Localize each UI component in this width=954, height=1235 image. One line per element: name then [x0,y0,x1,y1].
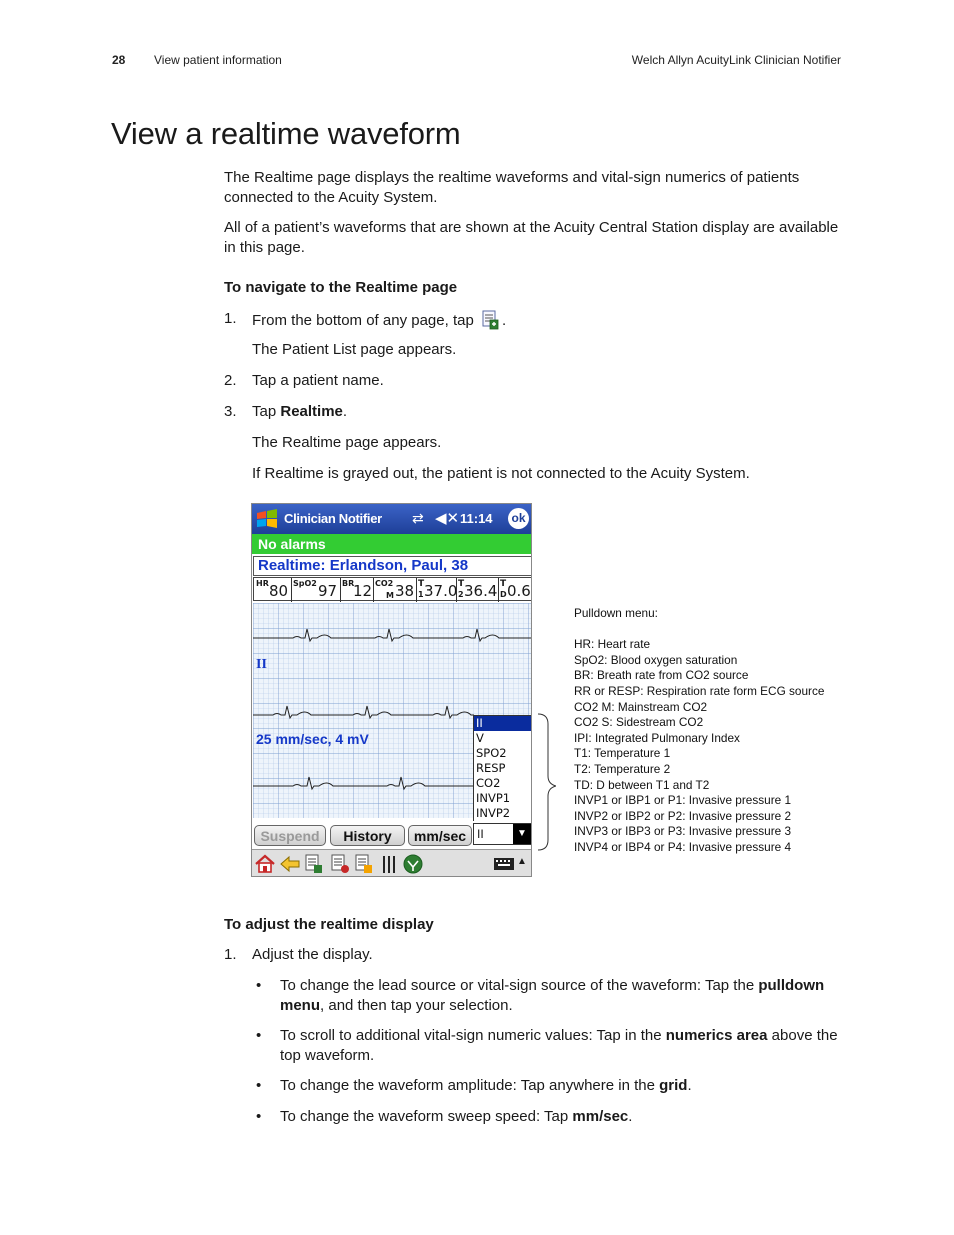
hr-value: 80 [269,582,289,600]
home-icon[interactable] [254,853,276,875]
pulldown-item[interactable]: INVP1 [476,791,511,805]
pulldown-menu-list[interactable] [473,715,532,823]
step-text: From the bottom of any page, tap . [252,309,506,331]
pulldown-value: II [477,827,484,841]
t1-sub: 1 [418,590,424,599]
co2-sub: M [386,591,394,600]
patient-list-icon[interactable] [304,853,324,875]
callout-item: TD: D between T1 and T2 [574,777,710,792]
history-button[interactable]: History [330,825,405,846]
patient-line: Realtime: Erlandson, Paul, 38 [258,557,469,574]
t1-label: T [418,579,425,589]
back-icon[interactable] [279,855,301,873]
navigate-step-1-result: The Patient List page appears. [252,341,457,358]
adjust-bullet-3 [224,1076,844,1096]
alarm-status-text: No alarms [258,536,326,552]
adjust-heading: To adjust the realtime display [224,916,434,933]
navigate-step-1 [224,309,844,331]
step-text: Tap Realtime. [252,403,348,420]
ok-button[interactable]: ok [508,508,529,529]
event-list-icon[interactable] [354,853,374,875]
t2-label: T [458,579,465,589]
bullet-text: To scroll to additional vital-sign numeric values: Tap in the numerics area above the top waveform. [280,1027,838,1064]
keyboard-icon[interactable] [493,856,515,872]
t2-value: 36.4 [464,582,498,600]
callout-bracket [536,712,556,852]
callout-item: IPI: Integrated Pulmonary Index [574,730,740,745]
hr-label: HR [256,579,269,588]
network-icon[interactable] [402,853,424,875]
waveform-bars-icon[interactable] [380,853,402,875]
adjust-bullet-1 [224,976,844,1016]
alarm-status-bar [252,534,532,554]
co2-label: CO2 [375,579,394,588]
navigate-step-2 [224,371,844,391]
alarm-list-icon[interactable] [330,853,350,875]
step-number: 1. [224,310,237,327]
spo2-label: SpO2 [293,579,317,588]
navigate-heading: To navigate to the Realtime page [224,279,458,296]
pulldown-item[interactable]: V [476,731,484,745]
callout-item: T1: Temperature 1 [574,746,671,761]
td-label: T [500,579,507,589]
callout-heading: Pulldown menu: [574,606,658,620]
callout-item: INVP4 or IBP4 or P4: Invasive pressure 4 [574,839,792,854]
realtime-screenshot [251,503,532,877]
chevron-down-icon[interactable]: ▼ [513,824,531,844]
t1-value: 37.0 [424,582,458,600]
patient-list-icon [480,309,500,331]
callout-item: CO2 S: Sidestream CO2 [574,715,704,730]
callout-item: INVP3 or IBP3 or P3: Invasive pressure 3 [574,824,792,839]
step-number: 3. [224,403,237,420]
section-name: View patient information [154,53,282,67]
step-text: Tap a patient name. [252,372,384,389]
callout-item: BR: Breath rate from CO2 source [574,668,749,683]
speed-button[interactable]: mm/sec [408,825,472,846]
callout-item: INVP1 or IBP1 or P1: Invasive pressure 1 [574,793,792,808]
bullet: • [256,1077,262,1094]
page-number: 28 [112,53,126,67]
connectivity-icon[interactable]: ⇄ [412,510,424,526]
chevron-up-icon[interactable]: ▲ [517,856,527,867]
step-number: 2. [224,372,237,389]
bullet-text: To change the waveform amplitude: Tap anywhere in the grid. [280,1077,692,1094]
step-text: Adjust the display. [252,946,373,963]
bullet-text: To change the lead source or vital-sign source of the waveform: Tap the pulldown menu, and then tap your selection. [280,977,825,1014]
callout-item: HR: Heart rate [574,637,651,652]
pulldown-item[interactable]: RESP [476,761,506,775]
callout-item: INVP2 or IBP2 or P2: Invasive pressure 2 [574,808,792,823]
patient-header [253,556,532,576]
callout-item: CO2 M: Mainstream CO2 [574,699,708,714]
numerics-area[interactable] [253,577,532,601]
br-label: BR [342,579,355,588]
pulldown-item[interactable]: CO2 [476,776,501,790]
lead-label[interactable]: II [256,657,267,672]
callout-item: RR or RESP: Respiration rate form ECG source [574,683,825,698]
pulldown-item[interactable]: INVP2 [476,806,511,820]
page-title: View a realtime waveform [111,116,461,151]
td-sub: D [500,590,507,599]
step-number: 1. [224,946,237,963]
pulldown-menu[interactable] [473,823,532,845]
bullet: • [256,977,262,994]
clock-time[interactable]: 11:14 [460,511,493,526]
bullet-text: To change the waveform sweep speed: Tap mm/sec. [280,1108,633,1125]
callout-item: T2: Temperature 2 [574,761,671,776]
adjust-bullet-2 [224,1026,844,1066]
navigate-step-3 [224,402,844,422]
navigate-step-3-result: The Realtime page appears. [252,434,442,451]
td-value: 0.6 [507,582,531,600]
device-toolbar [252,849,532,877]
callout-item: SpO2: Blood oxygen saturation [574,652,738,667]
pulldown-item[interactable]: II [474,716,531,731]
device-title-bar [252,504,532,534]
spo2-value: 97 [318,582,338,600]
product-name: Welch Allyn AcuityLink Clinician Notifier [631,53,841,67]
intro-paragraph-2: All of a patient’s waveforms that are shown at the Acuity Central Station display are available in this page. [224,219,839,256]
adjust-bullet-4 [224,1107,844,1127]
pulldown-callout [574,606,834,856]
t2-sub: 2 [458,590,464,599]
navigate-step-3-note: If Realtime is grayed out, the patient is not connected to the Acuity System. [252,465,750,482]
bullet: • [256,1108,262,1125]
bullet: • [256,1027,262,1044]
adjust-step-1 [224,945,844,965]
scale-label[interactable]: 25 mm/sec, 4 mV [256,731,369,747]
volume-icon[interactable]: ◀✕ [435,510,460,527]
co2-value: 38 [395,582,415,600]
br-value: 12 [353,582,373,600]
app-title: Clinician Notifier [284,511,382,526]
pulldown-item[interactable]: SPO2 [476,746,507,760]
windows-start-icon[interactable] [255,507,279,531]
intro-paragraph-1: The Realtime page displays the realtime waveforms and vital-sign numerics of patients connected to the Acuity System. [224,169,800,206]
suspend-button[interactable]: Suspend [254,825,326,846]
